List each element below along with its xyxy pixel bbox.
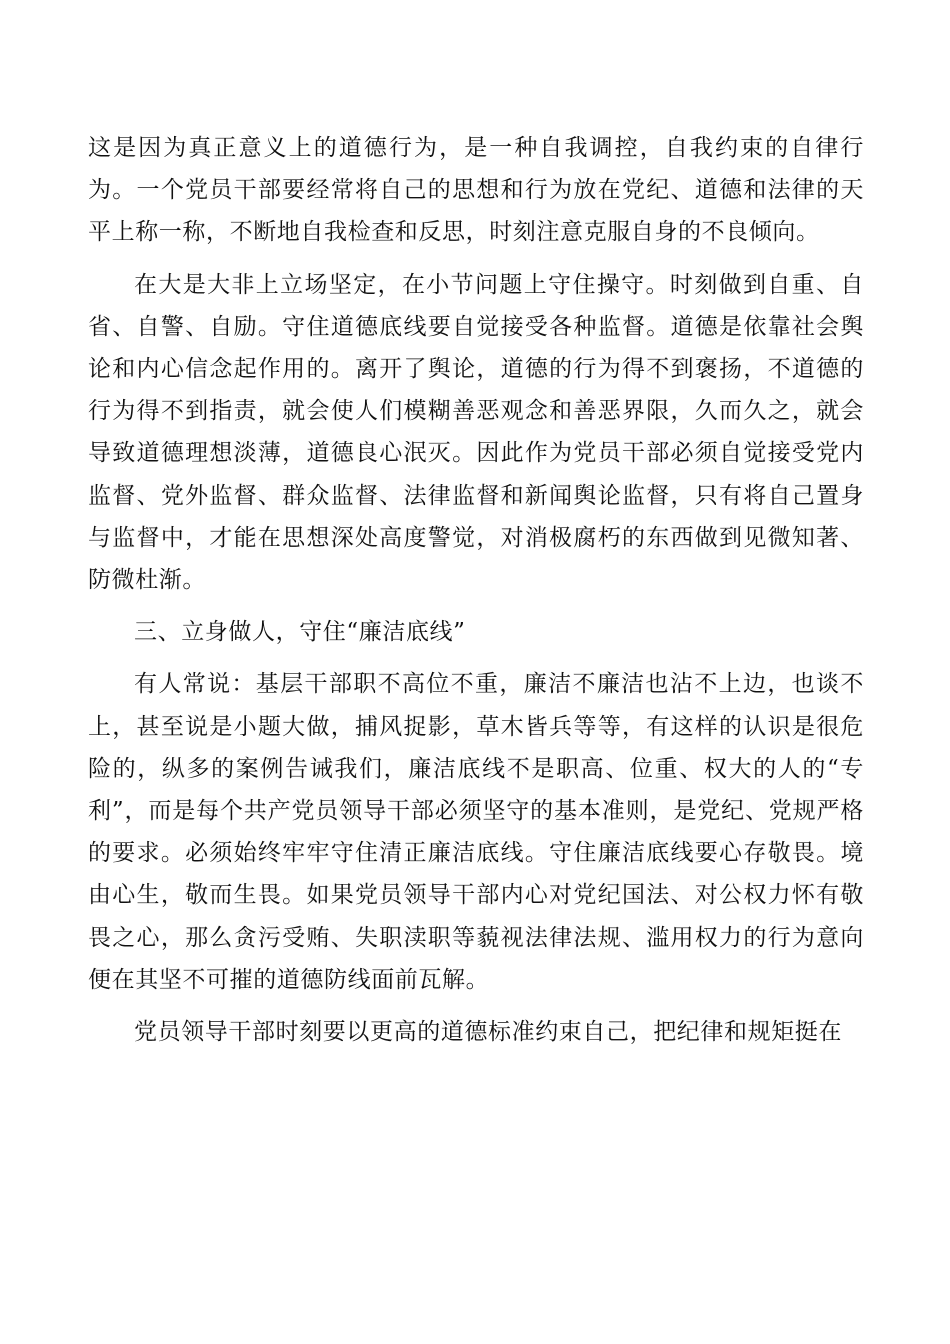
section-heading: 三、立身做人，守住“廉洁底线” — [134, 619, 466, 646]
document-body — [88, 127, 864, 1053]
paragraph-integrity-bottom-line: 有人常说：基层干部职不高位不重，廉洁不廉洁也沾不上边，也谈不上，甚至说是小题大做，捕风捉影，草木皆兵等等，有这样的认识是很危险的，纵多的案例告诫我们，廉洁底线不是职高、位重、权大的人的“专利”，而是每个共产党员领导干部必须坚守的基本准则，是党纪、党规严格的要求。必须始终牢牢守住清正廉洁底线。守住廉洁底线要心存敬畏。境由心生，敬而生畏。如果党员领导干部内心对党纪国法、对公权力怀有敬畏之心，那么贪污受贿、失职渎职等藐视法律法规、滥用权力的行为意向便在其坚不可摧的道德防线面前瓦解。 — [88, 671, 864, 993]
paragraph-moral-bottom-line: 在大是大非上立场坚定，在小节问题上守住操守。时刻做到自重、自省、自警、自励。守住道德底线要自觉接受各种监督。道德是依靠社会舆论和内心信念起作用的。离开了舆论，道德的行为得不到褒扬，不道德的行为得不到指责，就会使人们模糊善恶观念和善恶界限，久而久之，就会导致道德理想淡薄，道德良心泯灭。因此作为党员干部必须自觉接受党内监督、党外监督、群众监督、法律监督和新闻舆论监督，只有将自己置身与监督中，才能在思想深处高度警觉，对消极腐朽的东西做到见微知著、防微杜渐。 — [88, 271, 864, 594]
paragraph-higher-standards: 党员领导干部时刻要以更高的道德标准约束自己，把纪律和规矩挺在 — [134, 1019, 842, 1046]
paragraph-continuation: 这是因为真正意义上的道德行为，是一种自我调控，自我约束的自律行为。一个党员干部要经常将自己的思想和行为放在党纪、道德和法律的天平上称一称，不断地自我检查和反思，时刻注意克服自身的不良倾向。 — [88, 135, 864, 246]
